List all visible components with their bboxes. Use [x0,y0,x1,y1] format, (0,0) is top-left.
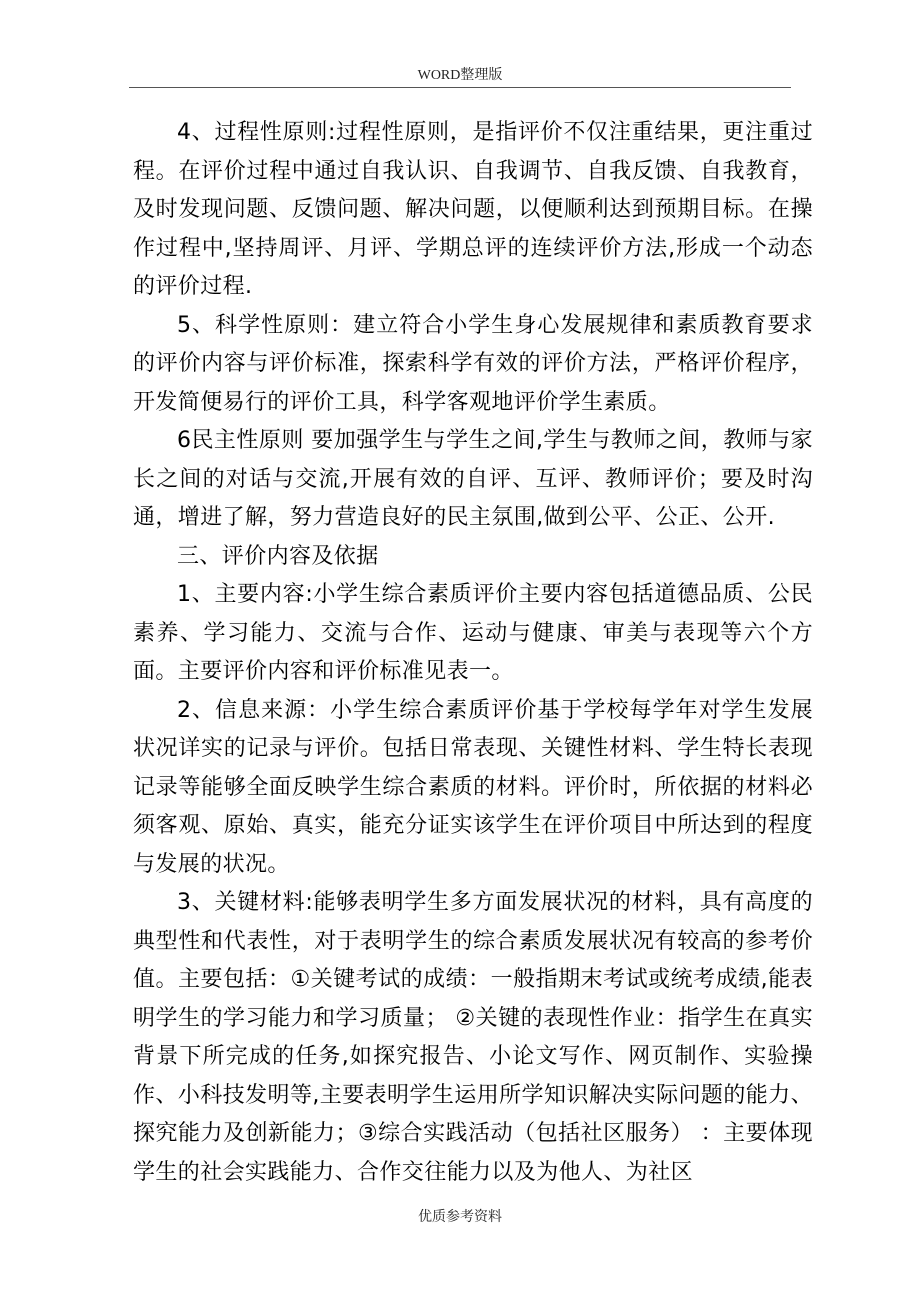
paragraph-key-materials: 3、关键材料:能够表明学生多方面发展状况的材料，具有高度的典型性和代表性，对于表明学生的综合素质发展状况有较高的参考价值。主要包括：①关键考试的成绩：一般指期末考试或统考成绩,能表明学生的学习能力和学习质量； ②关键的表现性作业：指学生在真实背景下所完成的任务,如探究报告、小论文写作、网页制作、实验操作、小科技发明等,主要表明学生运用所学知识解决实际问题的能力、探究能力及创新能力；③综合实践活动（包括社区服务） ：主要体现学生的社会实践能力、合作交往能力以及为他人、为社区 [133,890,813,1185]
paragraph-main-content: 1、主要内容:小学生综合素质评价主要内容包括道德品质、公民素养、学习能力、交流与合作、运动与健康、审美与表现等六个方面。主要评价内容和评价标准见表一。 [133,582,813,684]
paragraph-information-source: 2、信息来源：小学生综合素质评价基于学校每学年对学生发展状况详实的记录与评价。包括日常表现、关键性材料、学生特长表现记录等能够全面反映学生综合素质的材料。评价时，所依据的材料必须客观、原始、真实，能充分证实该学生在评价项目中所达到的程度与发展的状况。 [133,697,813,877]
header-divider [129,87,791,88]
paragraph-process-principle: 4、过程性原则:过程性原则，是指评价不仅注重结果，更注重过程。在评价过程中通过自我认识、自我调节、自我反馈、自我教育，及时发现问题、反馈问题、解决问题，以便顺利达到预期目标。在操作过程中,坚持周评、月评、学期总评的连续评价方法,形成一个动态的评价过程. [133,120,813,299]
paragraph-scientific-principle: 5、科学性原则：建立符合小学生身心发展规律和素质教育要求的评价内容与评价标准，探索科学有效的评价方法，严格评价程序，开发简便易行的评价工具，科学客观地评价学生素质。 [133,312,813,415]
paragraph-democratic-principle: 6民主性原则 要加强学生与学生之间,学生与教师之间，教师与家长之间的对话与交流,开展有效的自评、互评、教师评价；要及时沟通，增进了解，努力营造良好的民主氛围,做到公平、公正、公开. [133,428,813,530]
document-body [133,114,813,1192]
page-footer: 优质参考资料 [418,1209,502,1225]
section-heading-evaluation-content: 三、评价内容及依据 [177,543,379,569]
page-header: WORD整理版 [417,68,503,83]
